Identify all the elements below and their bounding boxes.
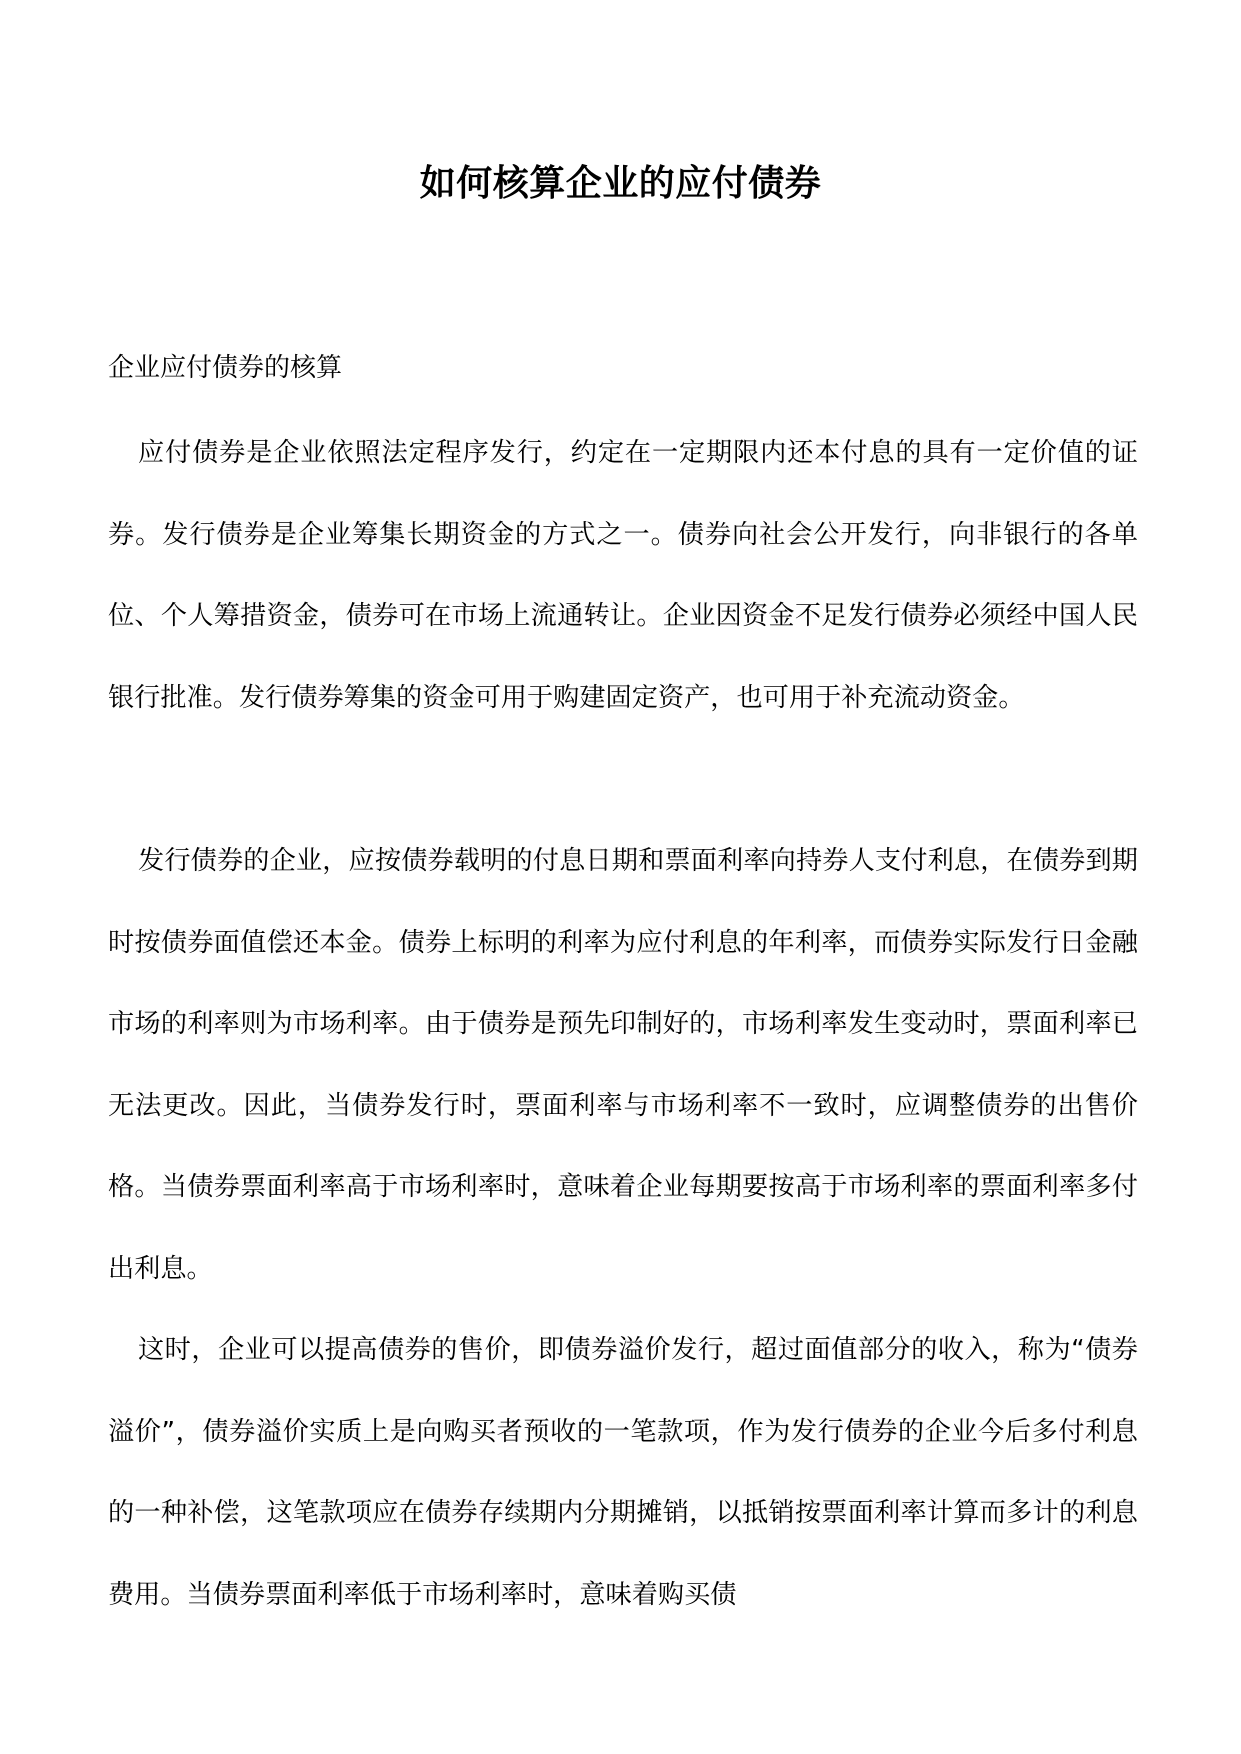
section-heading: 企业应付债券的核算 bbox=[108, 353, 343, 383]
document-title: 如何核算企业的应付债券 bbox=[419, 162, 822, 204]
body-paragraph: 这时，企业可以提高债券的售价，即债券溢价发行，超过面值部分的收入，称为“债券溢价”，债券溢价实质上是向购买者预收的一笔款项，作为发行债券的企业今后多付利息的一种补偿，这笔款项应在债券存续期内分期摊销，以抵销按票面利率计算而多计的利息费用。当债券票面利率低于市场利率时，意味着购买债 bbox=[108, 1335, 1138, 1610]
body-paragraph: 发行债券的企业，应按债券载明的付息日期和票面利率向持券人支付利息，在债券到期时按债券面值偿还本金。债券上标明的利率为应付利息的年利率，而债券实际发行日金融市场的利率则为市场利率。由于债券是预先印制好的，市场利率发生变动时，票面利率已无法更改。因此，当债券发行时，票面利率与市场利率不一致时，应调整债券的出售价格。当债券票面利率高于市场利率时，意味着企业每期要按高于市场利率的票面利率多付出利息。 bbox=[108, 846, 1138, 1284]
body-paragraph: 应付债券是企业依照法定程序发行，约定在一定期限内还本付息的具有一定价值的证券。发行债券是企业筹集长期资金的方式之一。债券向社会公开发行，向非银行的各单位、个人筹措资金，债券可在市场上流通转让。企业因资金不足发行债券必须经中国人民银行批准。发行债券筹集的资金可用于购建固定资产，也可用于补充流动资金。 bbox=[108, 438, 1138, 713]
